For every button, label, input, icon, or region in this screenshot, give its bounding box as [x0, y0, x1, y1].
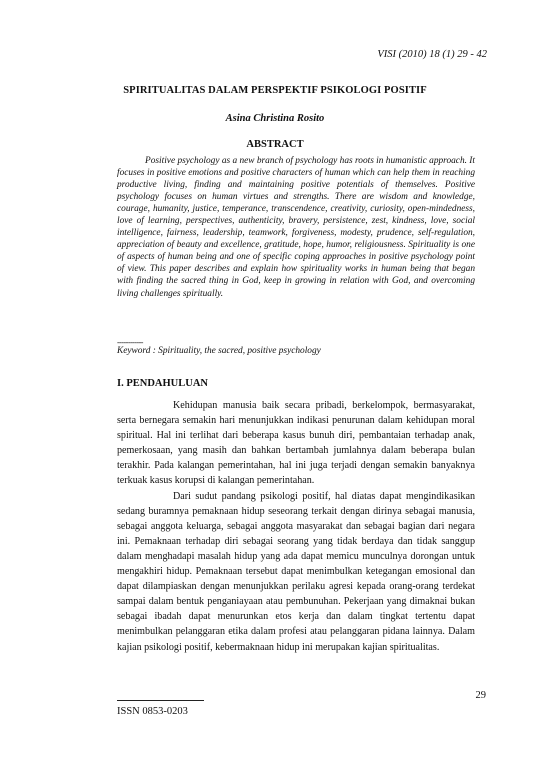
- article-author: Asina Christina Rosito: [225, 113, 325, 124]
- article-title: SPIRITUALITAS DALAM PERSPEKTIF PSIKOLOGI POSITIF: [123, 85, 427, 96]
- footer-divider: [117, 700, 204, 701]
- abstract-text: Positive psychology as a new branch of psychology has roots in humanistic approach. It focuses in positive emotions and positive characters of human which can help them in reaching productive living, finding and maintaining positive potentials of themselves. Positive psychology focuses on human virtues and strengths. There are wisdom and knowledge, courage, humanity, justice, temperance, transcendence, creativity, curiosity, open-mindedness, love of learning, perspectives, authenticity, bravery, persistence, zest, kindness, love, social intelligence, fairness, leadership, teamwork, forgiveness, modesty, prudence, self-regulation, appreciation of beauty and excellence, gratitude, hope, humor, religiousness. Spirituality is one of aspects of human being and one of specific coping approaches in positive psychology point of view. This paper describes and explain how spirituality works in human being that began with finding the sacred thing in God, keep in growing in relation with God, and overcoming living challenges spiritually.: [117, 156, 475, 299]
- body-paragraph: Kehidupan manusia baik secara pribadi, berkelompok, bermasyarakat, serta bernegara semakin hari menunjukkan indikasi penurunan dalam kehidupan moral spiritual. Hal ini terlihat dari beberapa kasus bunuh diri, pembantaian terhadap anak, pemerkosaan, yang masih dan bahkan bertambah jumlahnya dalam beberapa bulan terakhir. Pada kalangan pemerintahan, hal ini juga terjadi dengan semakin banyaknya terkuak kasus korupsi di kalangan pemerintahan.: [117, 400, 475, 487]
- body-paragraph: Dari sudut pandang psikologi positif, hal diatas dapat mengindikasikan sedang buramnya pemaknaan hidup seseorang terkait dengan dirinya sebagai manusia, sebagai anggota keluarga, sebagai anggota masyarakat dan sebagai bagian dari negara ini. Pemaknaan terhadap diri sebagai seorang yang tidak berdaya dan tidak sanggup dalam menghadapi masalah hidup yang ada dapat memicu munculnya dorongan untuk mengakhiri hidup. Pemaknaan tersebut dapat menimbulkan ketegangan emosional dan dapat dilampiaskan dengan menunjukkan perilaku agresi kepada orang-orang terdekat sampai dalam bentuk penganiayaan atau pembunuhan. Pekerjaan yang dimaknai bukan sebagai ibadah dapat menurunkan etos kerja dan dalam tingkat tertentu dapat menimbulkan pelanggaran etika dalam profesi atau pelanggaran pidana lainnya. Dalam kajian psikologi positif, kebermaknaan hidup ini merupakan kajian spiritualitas.: [117, 490, 475, 653]
- journal-citation: VISI (2010) 18 (1) 29 - 42: [377, 49, 487, 60]
- section-heading: I. PENDAHULUAN: [117, 378, 209, 389]
- issn-label: ISSN 0853-0203: [117, 706, 188, 717]
- keywords: Keyword : Spirituality, the sacred, positive psychology: [117, 346, 321, 356]
- keyword-separator: ------------: [117, 338, 143, 347]
- page-number: 29: [475, 690, 486, 701]
- section-body: [117, 398, 475, 655]
- abstract-heading: ABSTRACT: [246, 139, 304, 150]
